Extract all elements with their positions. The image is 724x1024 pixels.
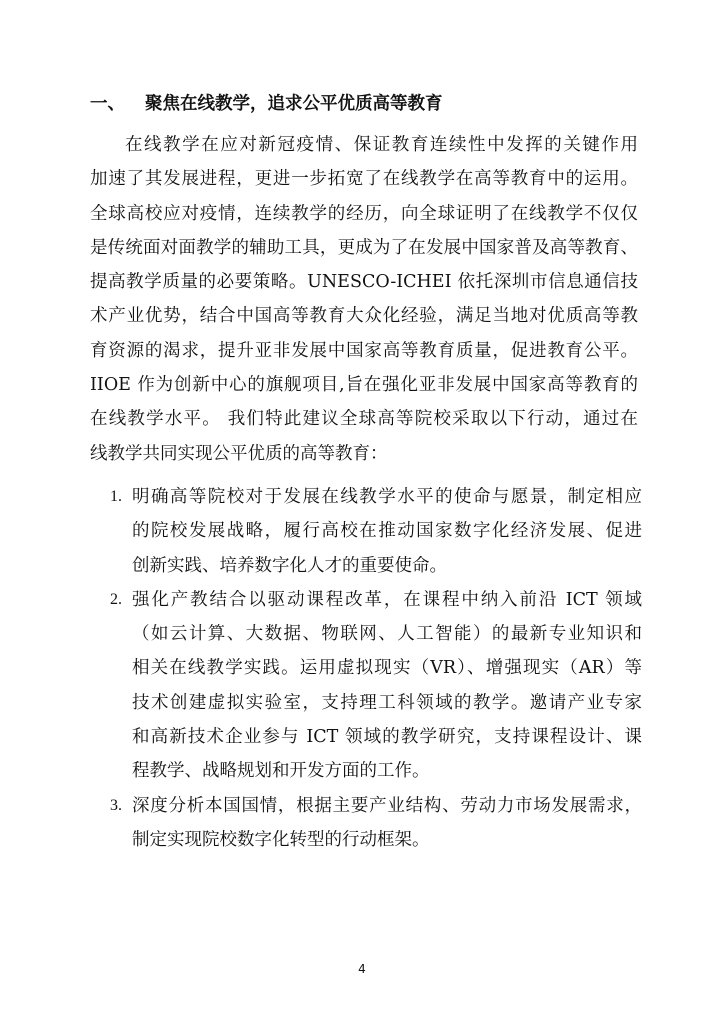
list-line: 创新实践、培养数字化人才的重要使命。 — [132, 555, 447, 576]
list-item — [110, 789, 642, 858]
list-line: （如云计算、大数据、物联网、人工智能）的最新专业知识和 — [132, 624, 642, 645]
list-item — [110, 480, 642, 583]
paragraph-line: 提高教学质量的必要策略。UNESCO-ICHEI 依托深圳市信息通信技 — [90, 272, 638, 293]
paragraph-line: 是传统面对面教学的辅助工具，更成为了在发展中国家普及高等教育、 — [90, 237, 638, 258]
list-line: 深度分析本国国情，根据主要产业结构、劳动力市场发展需求， — [132, 795, 642, 816]
list-line: 程教学、战略规划和开发方面的工作。 — [132, 761, 430, 782]
numbered-list — [110, 480, 642, 857]
list-marker: 3. — [110, 796, 122, 814]
paragraph-line: IIOE 作为创新中心的旗舰项目,旨在强化亚非发展中国家高等教育的 — [90, 375, 638, 396]
list-item — [110, 583, 642, 789]
paragraph-line: 在线教学水平。 我们特此建议全球高等院校采取以下行动，通过在 — [90, 409, 638, 430]
section-number: 一、 — [90, 94, 125, 114]
paragraph-line: 全球高校应对疫情，连续教学的经历，向全球证明了在线教学不仅仅 — [90, 203, 638, 224]
list-line: 和高新技术企业参与 ICT 领域的教学研究，支持课程设计、课 — [132, 727, 642, 748]
list-line: 的院校发展战略，履行高校在推动国家数字化经济发展、促进 — [132, 521, 642, 542]
page-number: 4 — [358, 962, 366, 976]
list-line: 相关在线教学实践。运用虚拟现实（VR）、增强现实（AR）等 — [132, 658, 642, 679]
list-line: 制定实现院校数字化转型的行动框架。 — [132, 829, 430, 850]
list-line: 明确高等院校对于发展在线教学水平的使命与愿景，制定相应 — [132, 487, 642, 507]
list-line: 强化产教结合以驱动课程改革，在课程中纳入前沿 ICT 领域 — [132, 589, 642, 610]
list-marker: 1. — [110, 488, 122, 505]
paragraph-line: 术产业优势，结合中国高等教育大众化经验，满足当地对优质高等教 — [90, 306, 638, 327]
paragraph-line: 育资源的渴求，提升亚非发展中国家高等教育质量，促进教育公平。 — [90, 340, 638, 361]
paragraph-line: 在线教学在应对新冠疫情、保证教育连续性中发挥的关键作用 — [125, 135, 638, 155]
section-title: 聚焦在线教学，追求公平优质高等教育 — [145, 94, 443, 114]
paragraph-line: 加速了其发展进程，更进一步拓宽了在线教学在高等教育中的运用。 — [90, 169, 638, 190]
paragraph-line: 线教学共同实现公平优质的高等教育： — [90, 443, 388, 464]
list-line: 技术创建虚拟实验室，支持理工科领域的教学。邀请产业专家 — [132, 692, 642, 713]
body-paragraph — [90, 128, 638, 471]
section-heading — [90, 92, 443, 116]
list-marker: 2. — [110, 590, 122, 608]
